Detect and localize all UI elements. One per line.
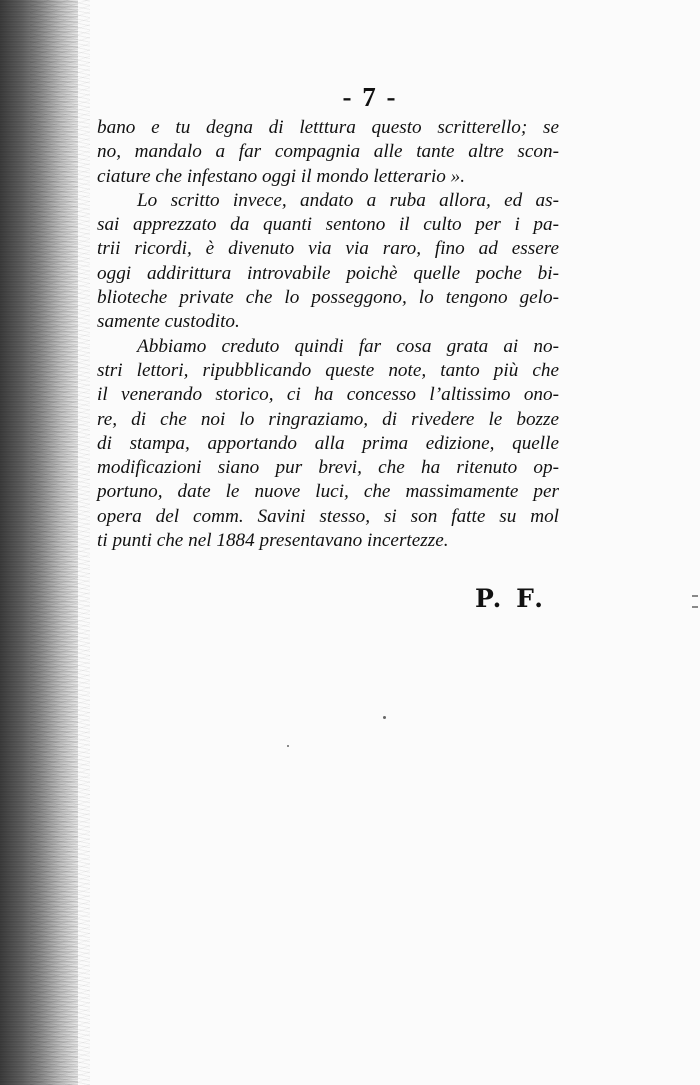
text-line: di stampa, apportando alla prima edizione, quelle xyxy=(97,432,559,454)
text-line: ciature che infestano oggi il mondo letterario ». xyxy=(97,165,466,187)
scan-speck xyxy=(287,745,289,747)
text-line: samente custodito. xyxy=(97,311,240,333)
scan-speck xyxy=(383,716,386,719)
page-number: - 7 - xyxy=(342,82,398,112)
text-line: opera del comm. Savini stesso, si son fatte su mol xyxy=(97,505,559,527)
text-line: il venerando storico, ci ha concesso l’altissimo ono- xyxy=(97,384,559,406)
text-line: blioteche private che lo posseggono, lo tengono gelo- xyxy=(97,287,559,309)
text-line: portuno, date le nuove luci, che massimamente per xyxy=(97,481,559,503)
text-line: oggi addirittura introvabile poichè quelle poche bi- xyxy=(97,262,559,284)
text-line: modificazioni siano pur brevi, che ha ritenuto op- xyxy=(97,457,559,479)
text-line: no, mandalo a far compagnia alle tante altre scon- xyxy=(97,141,559,163)
paragraph-start: Abbiamo creduto quindi far cosa grata ai no- xyxy=(137,335,559,357)
signature-initials: P. F. xyxy=(475,584,547,613)
paragraph-start: Lo scritto invece, andato a ruba allora, ed as- xyxy=(137,189,559,211)
body-text xyxy=(97,116,559,553)
text-line: bano e tu degna di letttura questo scritterello; se xyxy=(97,117,559,138)
text-line: sai apprezzato da quanti sentono il culto per i pa- xyxy=(97,214,559,236)
scan-noise xyxy=(30,0,90,1085)
text-line: stri lettori, ripubblicando queste note, tanto più che xyxy=(97,359,559,381)
text-line: trii ricordi, è divenuto via via raro, fino ad essere xyxy=(97,238,559,260)
scan-speck xyxy=(692,606,698,608)
text-line: re, di che noi lo ringraziamo, di rivedere le bozze xyxy=(97,408,559,430)
text-line: ti punti che nel 1884 presentavano incertezze. xyxy=(97,530,449,552)
scan-speck xyxy=(692,595,698,597)
